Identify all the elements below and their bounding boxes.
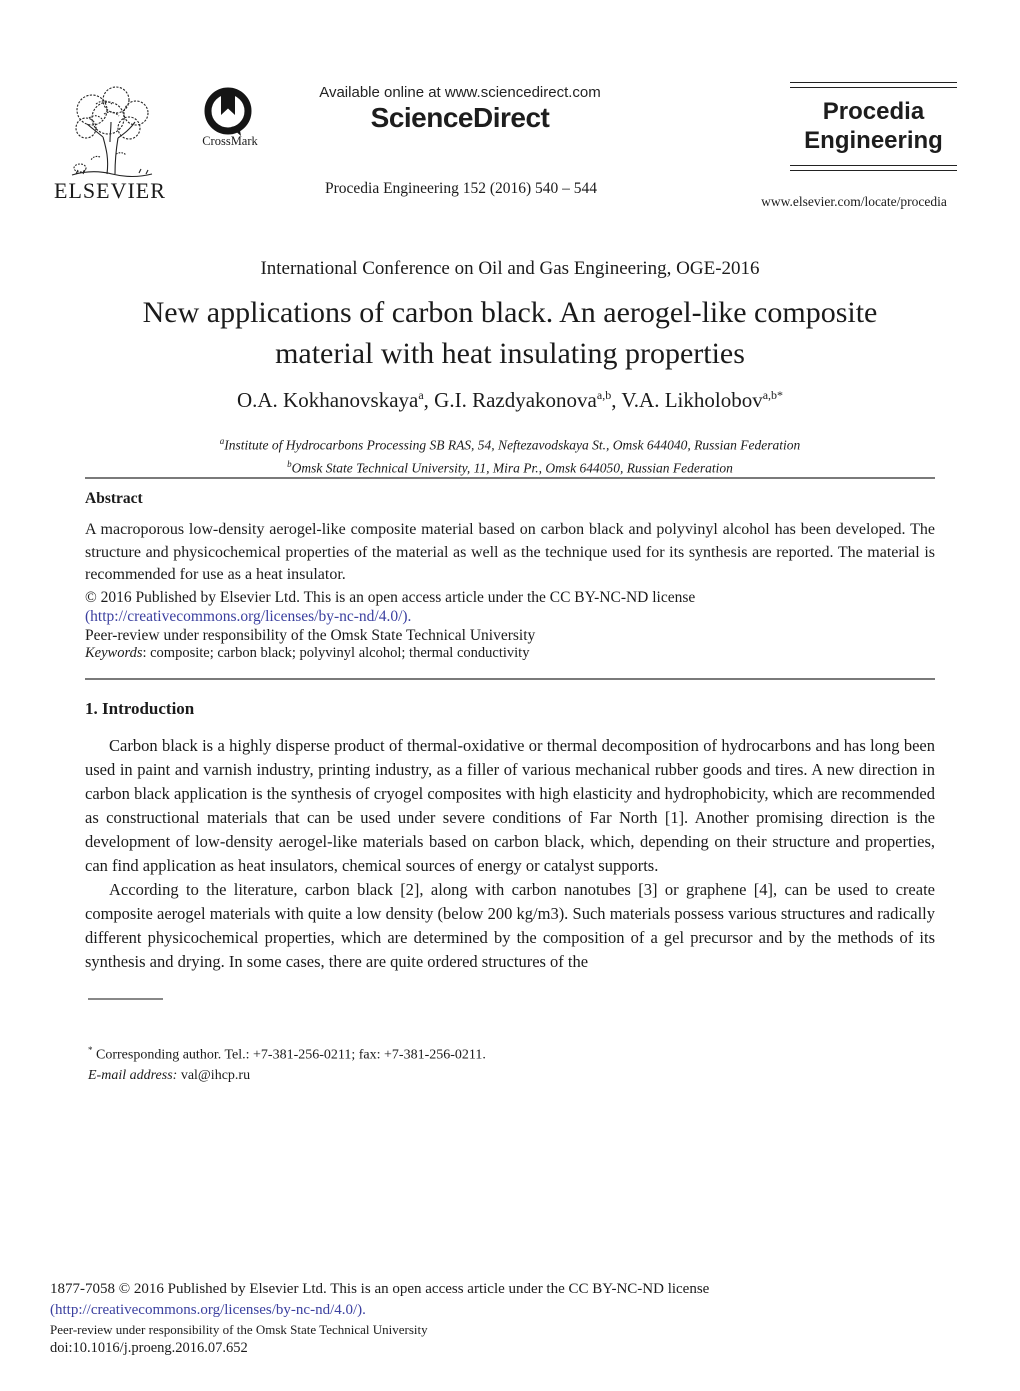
section-divider bbox=[85, 678, 935, 680]
introduction-body bbox=[85, 734, 935, 974]
author-name: G.I. Razdyakonova bbox=[434, 388, 597, 412]
abstract-heading: Abstract bbox=[85, 490, 143, 507]
journal-masthead-title: Procedia Engineering bbox=[804, 98, 943, 154]
affiliations bbox=[85, 432, 935, 477]
paragraph: Carbon black is a highly disperse product of thermal-oxidative or thermal decomposition of hydrocarbons and has long been used in paint and varnish industry, printing industry, as a filler of various mechanical rubber goods and tires. A new direction in carbon black application is the synthesis of cryogel composites with high elasticity and hydrophobicity, which are recommended as constructional materials that can be used under severe conditions of Far North [1]. Another promising direction is the development of low-density aerogel-like materials based on carbon black, which, depending on their structure and properties, can find application as heat insulators, chemical sources of energy or catalyst supports. bbox=[85, 736, 935, 875]
affiliation-text: Institute of Hydrocarbons Processing SB RAS, 54, Neftezavodskaya St., Omsk 644040, Russian Federation bbox=[224, 437, 801, 453]
keywords-text: : composite; carbon black; polyvinyl alcohol; thermal conductivity bbox=[142, 645, 530, 661]
masthead-bottom-rule bbox=[790, 165, 957, 171]
paragraph: According to the literature, carbon black [2], along with carbon nanotubes [3] or graphene [4], can be used to create composite aerogel materials with quite a low density (below 200 kg/m3). Such materials possess various structures and radically different physicochemical properties, which are determined by the composition of a gel precursor and by the methods of its synthesis and drying. In some cases, there are quite ordered structures of the bbox=[85, 880, 935, 971]
keywords-label: Keywords bbox=[85, 645, 143, 661]
affiliation-sup: b bbox=[287, 458, 292, 469]
keywords-line bbox=[85, 645, 935, 662]
affiliation-line bbox=[85, 455, 935, 478]
copyright-line: © 2016 Published by Elsevier Ltd. This is an open access article under the CC BY-NC-ND license bbox=[85, 589, 696, 606]
footnote-email-line bbox=[88, 1066, 648, 1087]
section-divider bbox=[85, 477, 935, 479]
author-separator: , bbox=[423, 388, 435, 412]
affiliation-line bbox=[85, 432, 935, 455]
email-value: val@ihcp.ru bbox=[177, 1068, 251, 1084]
elsevier-locate-url: www.elsevier.com/locate/procedia bbox=[761, 194, 947, 209]
issn-copyright-line: 1877-7058 © 2016 Published by Elsevier Ltd. This is an open access article under the CC BY-NC-ND license bbox=[50, 1281, 710, 1297]
footnote-star: * bbox=[88, 1045, 93, 1055]
crossmark-label: CrossMark bbox=[202, 134, 258, 148]
author-affil-sup: a,b bbox=[596, 388, 612, 402]
paper-title: New applications of carbon black. An aerogel-like composite material with heat insulating properties bbox=[142, 296, 878, 370]
affiliation-sup: a bbox=[219, 436, 225, 446]
peer-review-line: Peer-review under responsibility of the Omsk State Technical University bbox=[85, 627, 536, 644]
elsevier-tree-icon bbox=[56, 84, 164, 180]
footer-license-link[interactable]: (http://creativecommons.org/licenses/by-nc-nd/4.0/). bbox=[50, 1301, 366, 1318]
author-affil-sup: a bbox=[418, 388, 424, 402]
available-online-line: Available online at www.sciencedirect.com bbox=[319, 84, 601, 101]
license-link[interactable]: (http://creativecommons.org/licenses/by-nc-nd/4.0/). bbox=[85, 608, 412, 625]
footnote-rule bbox=[88, 998, 163, 1000]
elsevier-wordmark: ELSEVIER bbox=[54, 178, 166, 203]
footnote-line bbox=[88, 1040, 648, 1066]
author-name: V.A. Likholobov bbox=[621, 388, 763, 412]
footnote-text: Corresponding author. Tel.: +7-381-256-0211; fax: +7-381-256-0211. bbox=[92, 1047, 486, 1063]
email-label: E-mail address: bbox=[88, 1068, 178, 1084]
footer-peer-review-line: Peer-review under responsibility of the Omsk State Technical University bbox=[50, 1322, 428, 1337]
license-block bbox=[85, 588, 935, 645]
abstract-text: A macroporous low-density aerogel-like composite material based on carbon black and polyvinyl alcohol has been developed. The structure and physicochemical properties of the material as well as the technique used for its synthesis are reported. The material is recommended for use as a heat insulator. bbox=[85, 521, 935, 584]
author-line bbox=[85, 388, 935, 413]
author-name: O.A. Kokhanovskaya bbox=[236, 388, 419, 412]
corresponding-author-footnote bbox=[88, 1040, 648, 1087]
author-affil-sup: a,b* bbox=[762, 388, 784, 402]
journal-citation: Procedia Engineering 152 (2016) 540 – 544 bbox=[324, 180, 598, 197]
introduction-heading: 1. Introduction bbox=[85, 699, 195, 718]
journal-masthead-box bbox=[790, 82, 957, 171]
conference-title: International Conference on Oil and Gas Engineering, OGE-2016 bbox=[260, 258, 760, 279]
affiliation-text: Omsk State Technical University, 11, Mira Pr., Omsk 644050, Russian Federation bbox=[291, 460, 733, 475]
sciencedirect-logo: ScienceDirect bbox=[370, 102, 550, 133]
doi-line: doi:10.1016/j.proeng.2016.07.652 bbox=[50, 1340, 248, 1356]
author-separator: , bbox=[611, 388, 622, 412]
page-footer bbox=[50, 1279, 930, 1358]
